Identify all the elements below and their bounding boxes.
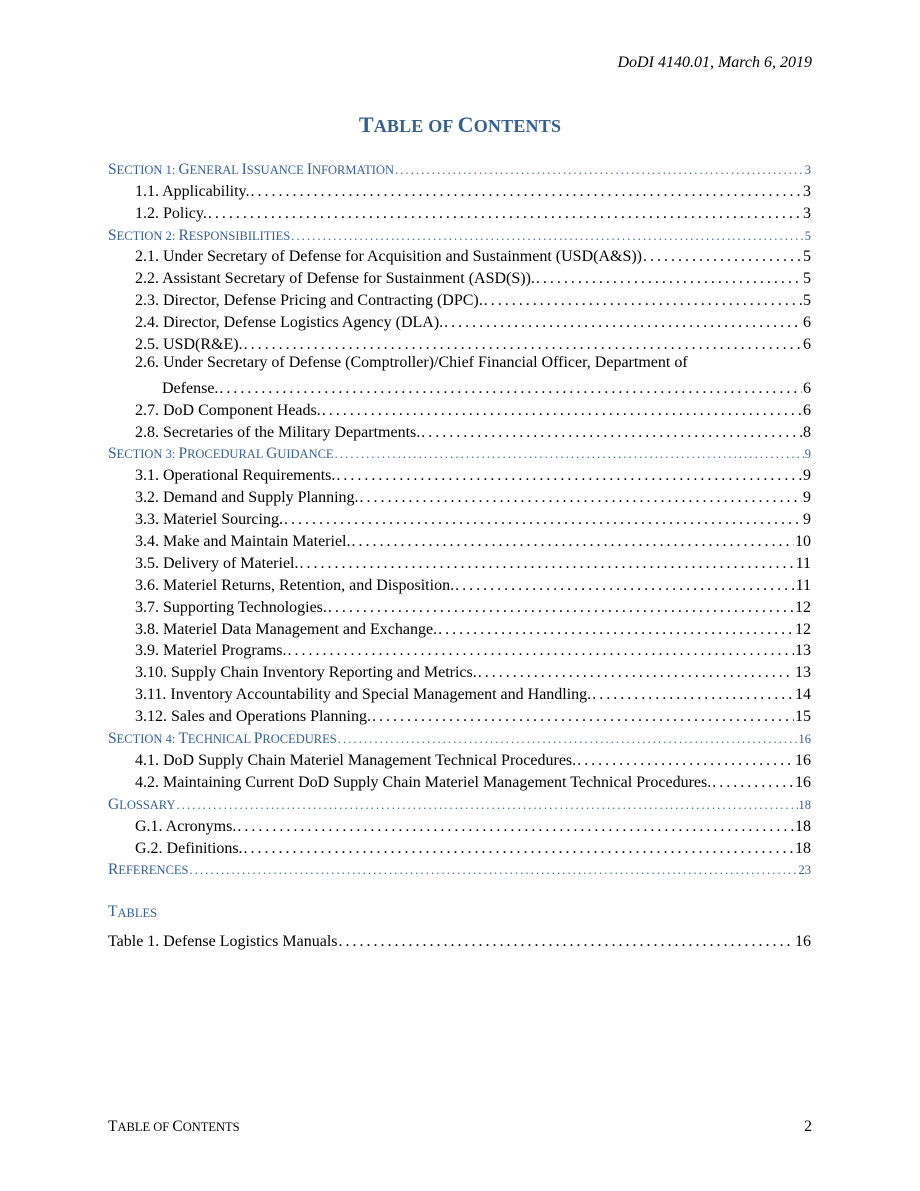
- toc-section-label: SECTION 1: GENERAL ISSUANCE INFORMATION: [108, 160, 394, 178]
- dot-leader: [360, 489, 802, 507]
- section-gap-small: [108, 921, 811, 929]
- dot-leader: [335, 445, 804, 463]
- toc-entry-label: 2.7. DoD Component Heads.: [135, 401, 321, 419]
- toc-entry-label: 3.5. Delivery of Materiel.: [135, 554, 299, 572]
- toc-entry[interactable]: [108, 310, 811, 332]
- toc-entry[interactable]: [108, 573, 811, 595]
- dot-leader: [352, 533, 795, 551]
- dot-leader: [536, 270, 802, 288]
- toc-page-number: 13: [795, 664, 811, 682]
- toc-entry-label: 2.6. Under Secretary of Defense (Comptroller)/Chief Financial Officer, Department of: [135, 354, 688, 372]
- toc-page-number: 16: [798, 732, 811, 747]
- dot-leader: [284, 511, 802, 529]
- toc-page-number: 15: [795, 708, 811, 726]
- toc-page-number: 5: [803, 292, 811, 310]
- toc-page-number: 18: [798, 797, 811, 812]
- toc-entry[interactable]: [108, 485, 811, 507]
- toc-page-number: 11: [795, 554, 811, 572]
- toc-entry[interactable]: [108, 201, 811, 223]
- toc-entry[interactable]: [108, 288, 811, 310]
- toc-entry[interactable]: [108, 748, 811, 770]
- tables-heading: T ABLES: [108, 903, 158, 921]
- toc-page-number: 6: [803, 314, 811, 332]
- dot-leader: [190, 861, 798, 879]
- document-header: DoDI 4140.01, March 6, 2019: [617, 54, 812, 71]
- dot-leader: [643, 248, 802, 266]
- dot-leader: [291, 227, 804, 245]
- toc-page-number: 9: [804, 447, 811, 462]
- toc-section-label: SECTION 3: PROCEDURAL GUIDANCE: [108, 445, 334, 463]
- dot-leader: [444, 314, 802, 332]
- dot-leader: [288, 642, 794, 660]
- toc-page-number: 8: [803, 423, 811, 441]
- toc-entry[interactable]: [108, 332, 811, 354]
- toc-page-number: 6: [803, 401, 811, 419]
- dot-leader: [438, 621, 794, 639]
- toc-entry-label: 3.9. Materiel Programs.: [135, 642, 287, 660]
- toc-page-number: 6: [803, 379, 811, 397]
- dot-leader: [338, 730, 798, 748]
- dot-leader: [478, 664, 794, 682]
- toc-page-number: 3: [803, 182, 811, 200]
- toc-entry[interactable]: [108, 836, 811, 858]
- toc-section-entry[interactable]: [108, 223, 811, 245]
- toc-entry[interactable]: [108, 704, 811, 726]
- toc-section-label: GLOSSARY: [108, 795, 176, 813]
- dot-leader: [244, 840, 794, 858]
- toc-entry-label: 3.8. Materiel Data Management and Exchange.: [135, 620, 438, 638]
- toc-section-entry[interactable]: [108, 792, 811, 814]
- dot-leader: [395, 161, 804, 179]
- toc-section-label: SECTION 2: RESPONSIBILITIES: [108, 226, 291, 244]
- title-rest-1: ABLE OF: [373, 116, 458, 136]
- toc-entry-label: G.1. Acronyms.: [135, 817, 237, 835]
- toc-entry[interactable]: [108, 266, 811, 288]
- dot-leader: [237, 818, 794, 836]
- footer-rest-1: ABLE OF: [117, 1120, 173, 1134]
- toc-entry-label: 1.1. Applicability.: [135, 182, 250, 200]
- dot-leader: [300, 555, 795, 573]
- toc-entry[interactable]: [108, 551, 811, 573]
- tables-entry-label: Table 1. Defense Logistics Manuals: [108, 933, 338, 951]
- toc-page-number: 9: [803, 489, 811, 507]
- page-title: [0, 112, 920, 138]
- toc-page-number: 5: [804, 228, 811, 243]
- toc-entry-label: 3.11. Inventory Accountability and Special Management and Handling.: [135, 686, 592, 704]
- dot-leader: [421, 424, 802, 442]
- toc-entry-label: 2.8. Secretaries of the Military Departments.: [135, 423, 421, 441]
- toc-entry[interactable]: [108, 245, 811, 267]
- toc-entry[interactable]: [108, 376, 811, 398]
- toc-entry-label: Defense.: [162, 379, 219, 397]
- dot-leader: [176, 796, 797, 814]
- toc-page-number: 10: [795, 533, 811, 551]
- toc-entry[interactable]: [108, 398, 811, 420]
- toc-entry-label: 3.3. Materiel Sourcing.: [135, 511, 283, 529]
- toc-entry-label: 1.2. Policy.: [135, 204, 207, 222]
- toc-page-number: 12: [795, 598, 811, 616]
- toc-entry[interactable]: [108, 660, 811, 682]
- toc-entry-label: 2.1. Under Secretary of Defense for Acquisition and Sustainment (USD(A&S)): [135, 248, 642, 266]
- toc-section-entry[interactable]: [108, 858, 811, 880]
- table-of-contents: [108, 157, 811, 951]
- page-number: 2: [804, 1118, 812, 1135]
- dot-leader: [338, 933, 794, 951]
- toc-entry[interactable]: [108, 529, 811, 551]
- dot-leader: [208, 205, 802, 223]
- dot-leader: [455, 577, 795, 595]
- toc-entry-label: 2.5. USD(R&E).: [135, 336, 243, 354]
- toc-section-label: SECTION 4: TECHNICAL PROCEDURES: [108, 730, 337, 748]
- title-rest-2: ONTENTS: [473, 116, 562, 136]
- dot-leader: [244, 336, 802, 354]
- toc-entry-label: 4.2. Maintaining Current DoD Supply Chain Materiel Management Technical Procedures.: [135, 773, 712, 791]
- toc-entry[interactable]: [108, 770, 811, 792]
- toc-page-number: 13: [795, 642, 811, 660]
- toc-page-number: 5: [803, 248, 811, 266]
- toc-entry-label: 4.1. DoD Supply Chain Materiel Management Technical Procedures.: [135, 751, 577, 769]
- toc-entry-label: 2.3. Director, Defense Pricing and Contracting (DPC).: [135, 292, 483, 310]
- toc-page-number: 16: [795, 751, 811, 769]
- toc-page-number: 3: [804, 162, 811, 177]
- toc-section-entry[interactable]: [108, 157, 811, 179]
- toc-entry[interactable]: [108, 639, 811, 661]
- title-cap-2: C: [457, 112, 474, 137]
- dot-leader: [484, 292, 802, 310]
- toc-page-number: 12: [795, 620, 811, 638]
- toc-entry-label: 3.2. Demand and Supply Planning.: [135, 489, 359, 507]
- toc-page-number: 18: [795, 817, 811, 835]
- toc-page-number: 18: [795, 839, 811, 857]
- toc-entry-label: 3.1. Operational Requirements.: [135, 467, 336, 485]
- toc-entry[interactable]: [108, 420, 811, 442]
- toc-section-entry[interactable]: [108, 726, 811, 748]
- dot-leader: [336, 467, 802, 485]
- title-cap-1: T: [358, 112, 374, 137]
- toc-entry-label: 3.10. Supply Chain Inventory Reporting and Metrics.: [135, 664, 477, 682]
- toc-entry-label: 3.6. Materiel Returns, Retention, and Disposition.: [135, 576, 455, 594]
- toc-page-number: 9: [803, 511, 811, 529]
- dot-leader: [592, 686, 794, 704]
- toc-page-number: 5: [803, 270, 811, 288]
- toc-page-number: 6: [803, 336, 811, 354]
- tables-page-number: 16: [795, 933, 811, 951]
- toc-entry-label: 3.12. Sales and Operations Planning.: [135, 708, 371, 726]
- dot-leader: [328, 599, 794, 617]
- dot-leader: [577, 752, 794, 770]
- dot-leader: [251, 183, 802, 201]
- toc-entry-label: 3.7. Supporting Technologies.: [135, 598, 327, 616]
- toc-entry[interactable]: [108, 814, 811, 836]
- dot-leader: [219, 380, 802, 398]
- toc-section-entry[interactable]: [108, 442, 811, 464]
- toc-section-label: REFERENCES: [108, 861, 189, 879]
- toc-entry[interactable]: [108, 463, 811, 485]
- dot-leader: [712, 774, 794, 792]
- footer-cap-1: T: [108, 1118, 118, 1135]
- toc-entry-line[interactable]: [108, 354, 811, 376]
- section-gap: [108, 879, 811, 899]
- footer-title: [108, 1118, 240, 1136]
- toc-entry[interactable]: [108, 507, 811, 529]
- toc-entry-label: 2.4. Director, Defense Logistics Agency (DLA).: [135, 314, 444, 332]
- toc-page-number: 14: [795, 686, 811, 704]
- toc-entry[interactable]: [108, 595, 811, 617]
- footer-cap-2: C: [172, 1118, 183, 1135]
- toc-entry-label: 2.2. Assistant Secretary of Defense for Sustainment (ASD(S)).: [135, 270, 535, 288]
- toc-page-number: 23: [798, 863, 811, 878]
- toc-page-number: 3: [803, 204, 811, 222]
- toc-page-number: 9: [803, 467, 811, 485]
- dot-leader: [322, 402, 802, 420]
- toc-page-number: 11: [795, 576, 811, 594]
- dot-leader: [372, 708, 794, 726]
- toc-entry[interactable]: [108, 179, 811, 201]
- toc-entry-label: G.2. Definitions.: [135, 839, 243, 857]
- tables-entry[interactable]: [108, 929, 811, 951]
- toc-entry[interactable]: [108, 682, 811, 704]
- toc-entry-label: 3.4. Make and Maintain Materiel.: [135, 533, 351, 551]
- toc-entry[interactable]: [108, 617, 811, 639]
- footer-rest-2: ONTENTS: [182, 1120, 240, 1134]
- toc-page-number: 16: [795, 773, 811, 791]
